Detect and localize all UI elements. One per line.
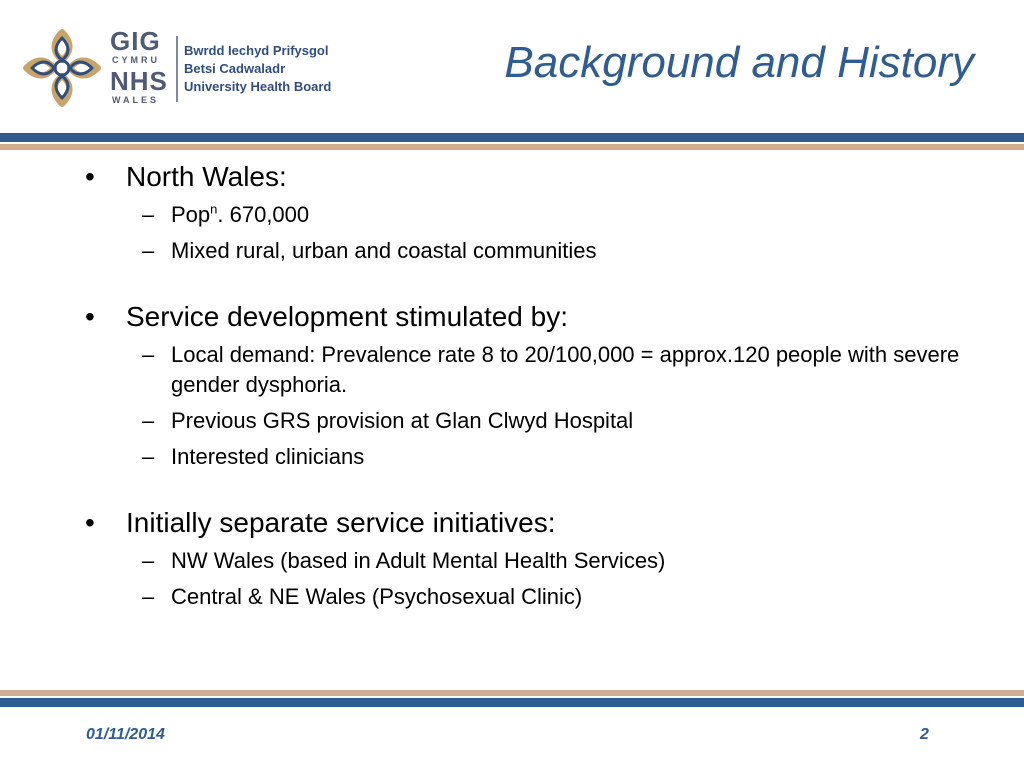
logo-divider xyxy=(176,36,178,102)
logo-wales-text: WALES xyxy=(112,95,160,105)
dash-marker: – xyxy=(142,202,155,227)
board-name-line-3: University Health Board xyxy=(184,79,332,94)
sub-bullet-item xyxy=(85,582,985,612)
dash-marker: – xyxy=(142,342,155,367)
header-band-blue xyxy=(0,133,1024,142)
sub-bullet-text: Mixed rural, urban and coastal communities xyxy=(171,238,597,263)
sub-bullet-item xyxy=(85,340,985,400)
slide-number: 2 xyxy=(920,726,929,743)
health-board-name xyxy=(184,42,331,96)
logo-gig-text: GIG xyxy=(110,26,161,56)
bullet-text: North Wales: xyxy=(126,161,287,192)
logo-cymru-text: CYMRU xyxy=(112,55,160,65)
slide-title: Background and History xyxy=(504,38,974,87)
sub-bullet-text: NW Wales (based in Adult Mental Health Services) xyxy=(171,548,666,573)
logo-nhs-text: NHS xyxy=(110,66,168,96)
sub-bullet-item xyxy=(85,406,985,436)
sub-bullet-text xyxy=(171,202,309,227)
bullet-marker: • xyxy=(85,161,95,192)
sub-bullet-text: Central & NE Wales (Psychosexual Clinic) xyxy=(171,584,583,609)
bullet-text: Service development stimulated by: xyxy=(126,301,568,332)
sub-bullet-item xyxy=(85,236,985,266)
dash-marker: – xyxy=(142,238,155,263)
footer-date: 01/11/2014 xyxy=(86,726,165,743)
health-board-logo-icon xyxy=(20,26,104,110)
dash-marker: – xyxy=(142,408,155,433)
sub-bullet-text: Previous GRS provision at Glan Clwyd Hospital xyxy=(171,408,634,433)
dash-marker: – xyxy=(142,548,155,573)
board-name-line-1: Bwrdd Iechyd Prifysgol xyxy=(184,43,329,58)
footer-band-tan xyxy=(0,690,1024,696)
population-label: Pop xyxy=(171,202,211,227)
dash-marker: – xyxy=(142,444,155,469)
superscript: n xyxy=(210,201,218,217)
dash-marker: – xyxy=(142,584,155,609)
bullet-marker: • xyxy=(85,301,95,332)
bullet-item xyxy=(85,506,985,540)
section-service-development xyxy=(85,300,985,472)
bullet-item xyxy=(85,160,985,194)
slide-content xyxy=(85,160,985,646)
gig-nhs-wordmark xyxy=(110,28,172,108)
bullet-text: Initially separate service initiatives: xyxy=(126,507,556,538)
bullet-item xyxy=(85,300,985,334)
footer-band-blue xyxy=(0,698,1024,707)
sub-bullet-text: Interested clinicians xyxy=(171,444,365,469)
board-name-line-2: Betsi Cadwaladr xyxy=(184,61,286,76)
sub-bullet-item xyxy=(85,200,985,230)
section-north-wales xyxy=(85,160,985,266)
header-band-tan xyxy=(0,144,1024,150)
sub-bullet-item xyxy=(85,442,985,472)
section-service-initiatives xyxy=(85,506,985,612)
sub-bullet-text: Local demand: Prevalence rate 8 to 20/100,000 = approx.120 people with severe gender dysphoria. xyxy=(171,342,960,397)
population-value: . 670,000 xyxy=(217,202,310,227)
sub-bullet-item xyxy=(85,546,985,576)
bullet-marker: • xyxy=(85,507,95,538)
